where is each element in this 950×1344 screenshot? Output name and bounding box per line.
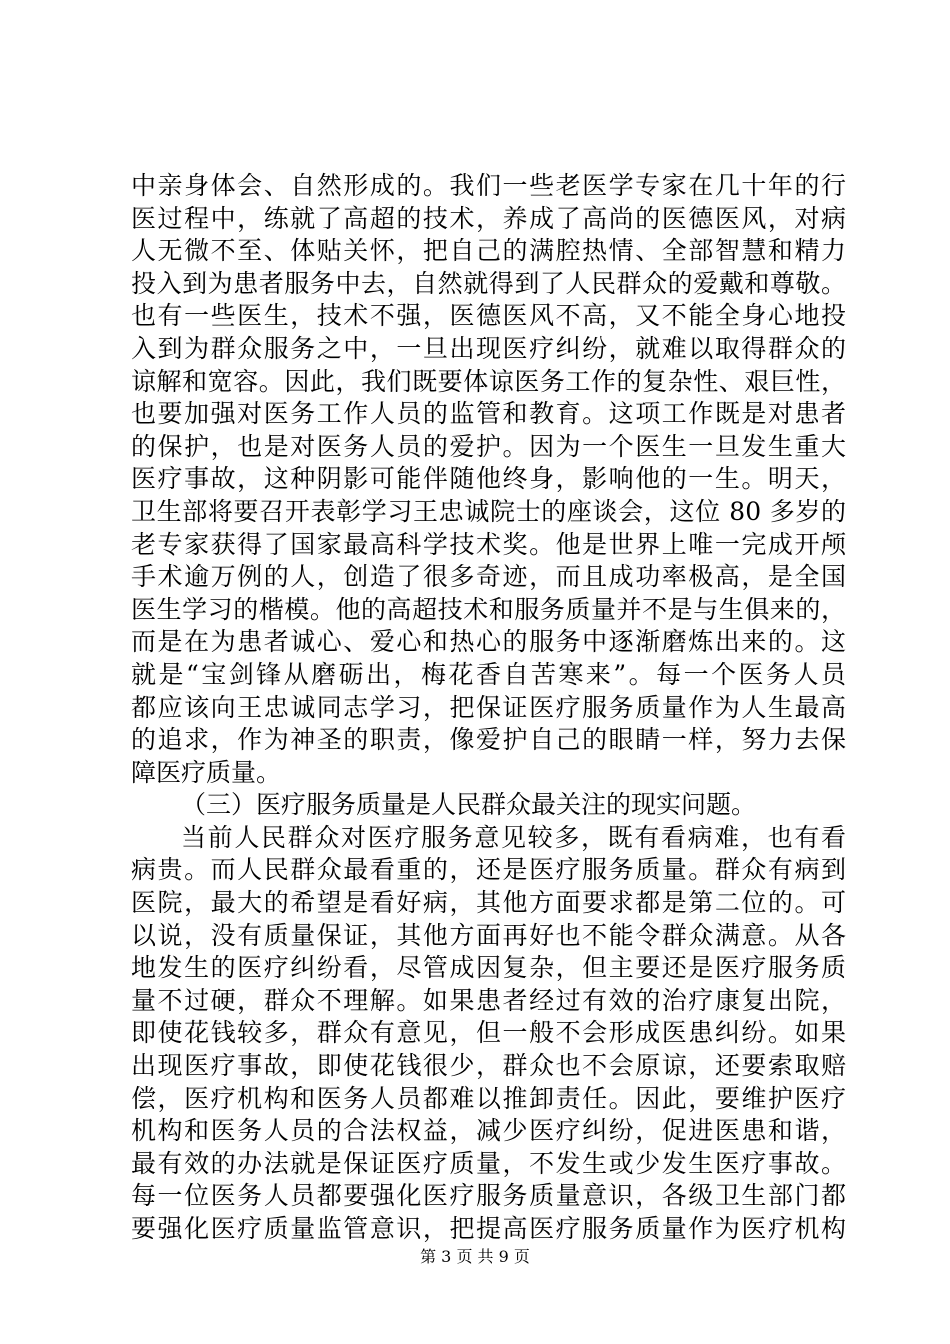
text-line: 入到为群众服务之中，一旦出现医疗纠纷，就难以取得群众的 [131, 333, 846, 363]
page-indicator: 第 3 页 共 9 页 [420, 1247, 530, 1266]
text-line: 要强化医疗质量监管意识，把提高医疗服务质量作为医疗机构 [131, 1214, 846, 1243]
text-line: 手术逾万例的人，创造了很多奇迹，而且成功率极高，是全国 [131, 562, 846, 592]
text-line: 地发生的医疗纠纷看，尽管成因复杂，但主要还是医疗服务质 [131, 953, 846, 983]
text-line: 量不过硬，群众不理解。如果患者经过有效的治疗康复出院， [131, 985, 846, 1015]
text-line: 而是在为患者诚心、爱心和热心的服务中逐渐磨炼出来的。这 [131, 627, 846, 657]
text-line: 即使花钱较多，群众有意见，但一般不会形成医患纠纷。如果 [131, 1018, 846, 1048]
text-line: 最有效的办法就是保证医疗质量，不发生或少发生医疗事故。 [131, 1148, 846, 1178]
text-line: 以说，没有质量保证，其他方面再好也不能令群众满意。从各 [131, 920, 846, 950]
text-line: 医院，最大的希望是看好病，其他方面要求都是第二位的。可 [131, 888, 846, 918]
text-line: 卫生部将要召开表彰学习王忠诚院士的座谈会，这位 80 多岁的 [131, 496, 846, 526]
text-line: 医疗事故，这种阴影可能伴随他终身，影响他的一生。明天， [131, 464, 846, 494]
text-line: 人无微不至、体贴关怀，把自己的满腔热情、全部智慧和精力 [131, 236, 846, 266]
text-line: 投入到为患者服务中去，自然就得到了人民群众的爱戴和尊敬。 [131, 268, 846, 298]
text-line: 就是“宝剑锋从磨砺出，梅花香自苦寒来”。每一个医务人员 [131, 659, 846, 689]
text-line: 也有一些医生，技术不强，医德医风不高，又不能全身心地投 [131, 301, 846, 331]
text-line: 每一位医务人员都要强化医疗服务质量意识，各级卫生部门都 [131, 1181, 846, 1211]
text-line: 出现医疗事故，即使花钱很少，群众也不会原谅，还要索取赔 [131, 1051, 846, 1081]
text-line: 谅解和宽容。因此，我们既要体谅医务工作的复杂性、艰巨性， [131, 366, 846, 396]
text-line: 也要加强对医务工作人员的监管和教育。这项工作既是对患者 [131, 399, 846, 429]
text-line: 医生学习的楷模。他的高超技术和服务质量并不是与生俱来的， [131, 594, 846, 624]
paragraph-2 [131, 822, 846, 1246]
text-line: 当前人民群众对医疗服务意见较多，既有看病难，也有看 [181, 822, 846, 852]
text-line: 医过程中，练就了高超的技术，养成了高尚的医德医风，对病 [131, 203, 846, 233]
section-heading [131, 789, 846, 822]
text-line: 的保护，也是对医务人员的爱护。因为一个医生一旦发生重大 [131, 431, 846, 461]
text-line: 都应该向王忠诚同志学习，把保证医疗服务质量作为人生最高 [131, 692, 846, 722]
text-line: 障医疗质量。 [131, 757, 282, 787]
text-line: 的追求，作为神圣的职责，像爱护自己的眼睛一样，努力去保 [131, 725, 846, 755]
text-line: 中亲身体会、自然形成的。我们一些老医学专家在几十年的行 [131, 171, 846, 200]
body-text [131, 170, 846, 1246]
text-line: 老专家获得了国家最高科学技术奖。他是世界上唯一完成开颅 [131, 529, 846, 559]
text-line: 机构和医务人员的合法权益，减少医疗纠纷，促进医患和谐， [131, 1116, 846, 1146]
text-line: 病贵。而人民群众最看重的，还是医疗服务质量。群众有病到 [131, 855, 846, 885]
text-line: 偿，医疗机构和医务人员都难以推卸责任。因此，要维护医疗 [131, 1083, 846, 1113]
page-footer [0, 1247, 950, 1267]
paragraph-1 [131, 170, 846, 789]
heading-line: （三）医疗服务质量是人民群众最关注的现实问题。 [181, 790, 757, 820]
